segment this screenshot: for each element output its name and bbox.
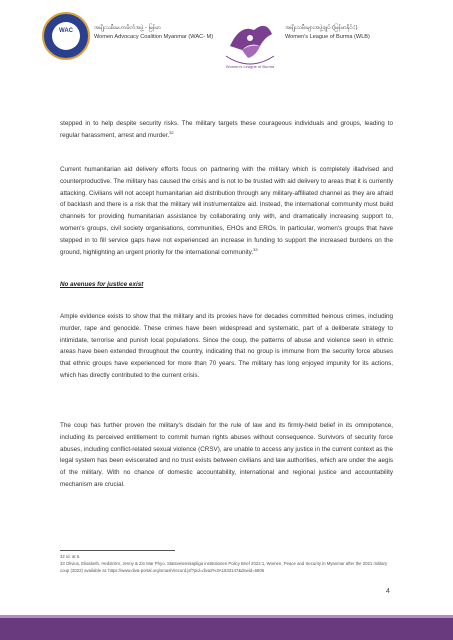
footnote-ref-33: 33 bbox=[253, 246, 258, 252]
wlb-logo bbox=[220, 16, 280, 70]
footnote-divider bbox=[60, 550, 175, 551]
wac-m-logo-center bbox=[52, 22, 80, 50]
page-header bbox=[0, 0, 453, 95]
wac-m-logo bbox=[42, 12, 90, 60]
paragraph-2 bbox=[60, 164, 393, 258]
paragraph-1 bbox=[60, 118, 393, 142]
paragraph-4-text: The coup has further proven the military's disdain for the rule of law and its firmly-held belief in its omnipotence, including its perceived entitlement to commit human rights abuses without consequence. Survivors of security force abuses, including conflict-related sexual violence (CRSV), are unable to access any justice in the current context as the legal system has been eviscerated and no trust exists between civilians and law authorities, which are under the aegis of the military. With no chance of domestic accountability, international and regional justice and accountability mechanism are crucial. bbox=[60, 422, 393, 488]
paragraph-1-text: stepped in to help despite security risks. The military targets these courageous individuals and groups, leading to regular harassment, arrest and murder. bbox=[60, 120, 393, 139]
footnote-33: 33 Olivius, Elisabeth, Hedström, Jenny & Zin Mar Phyo, Statsvetenskapliga institutionen Policy Brief 2022:1, Women, Peace and Security in Myanmar after the 2021 military coup (2022) available at: https://www.diva-portal.org/smash/record.jsf?pid=diva2%3A1633147&dswid=6806 bbox=[60, 561, 388, 573]
paragraph-2-text: Current humanitarian aid delivery efforts focus on partnering with the military which is completely illadvised and counterproductive. The military has caused the crisis and is not to be trusted with aid delivery to areas that it is currently attacking. Civilians will not accept humanitarian aid distribution through any military-affiliated channel as they are afraid of backlash and there is a risk that the military will instrumentalize aid. Instead, the international community must build channels for providing humanitarian assistance by collaborating only with, and dramatically increasing support to, women's groups, civil society organisations, communities, EHOs and EROs. In particular, women's groups that have stepped in to fill service gaps have not experienced an increase in funding to support the increased burdens on the ground, highlighting an urgent priority for the international community. bbox=[60, 166, 393, 256]
org1-name bbox=[94, 24, 213, 42]
wlb-logo-text: Women's League of Burma bbox=[225, 64, 275, 69]
org1-name-en: Women Advocacy Coalition Myanmar (WAC- M) bbox=[94, 34, 214, 40]
paragraph-4 bbox=[60, 420, 393, 491]
org2-name-en: Women's League of Burma (WLB) bbox=[285, 34, 370, 40]
wac-m-logo-text: WAC bbox=[59, 28, 73, 34]
section-heading: No avenues for justice exist bbox=[60, 281, 144, 288]
footer-band bbox=[0, 618, 453, 640]
footnote-ref-32: 32 bbox=[169, 129, 174, 135]
paragraph-3-text: Ample evidence exists to show that the military and its proxies have for decades committed heinous crimes, including murder, rape and genocide. These crimes have been widespread and systematic, part of a deliberate strategy to intimidate, terrorise and punish local populations. Since the coup, the patterns of abuse and violence seen in ethnic areas have been extended throughout the country, indicating that no group is immune from the security force abuses that ethnic groups have experienced for more than 70 years. The military has long enjoyed impunity for its actions, which has directly contributed to the current crisis. bbox=[60, 313, 393, 379]
paragraph-3 bbox=[60, 311, 393, 382]
page-number: 4 bbox=[386, 588, 390, 595]
org2-name-my: အမျိုးသမီးများအဖွဲ့ချုပ် (မြန်မာနိုင်ငံ) bbox=[285, 25, 358, 31]
footnote-32: 32 Id. at 6. bbox=[60, 554, 81, 559]
org2-name bbox=[285, 24, 370, 42]
org1-name-my: အမျိုးသမီးမဟာမိတ်အဖွဲ့ - မြန်မာ bbox=[94, 25, 161, 31]
